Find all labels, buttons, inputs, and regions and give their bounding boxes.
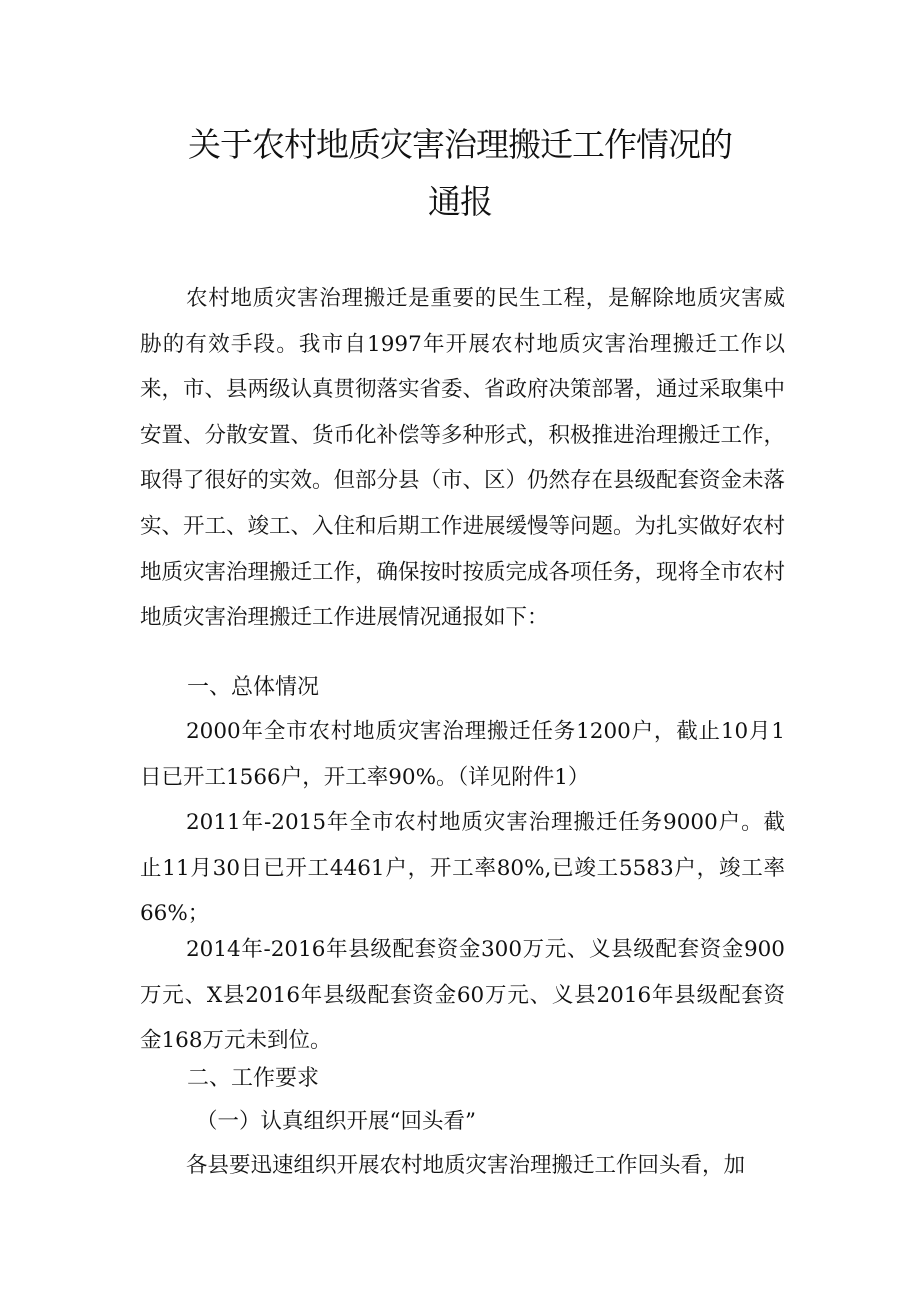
overview-paragraph-2000: 2000年全市农村地质灾害治理搬迁任务1200户，截止10月1日已开工1566户，开工率90%。（详见附件1） xyxy=(140,719,785,790)
intro-paragraph: 农村地质灾害治理搬迁是重要的民生工程，是解除地质灾害威胁的有效手段。我市自1997年开展农村地质灾害治理搬迁工作以来，市、县两级认真贯彻落实省委、省政府决策部署，通过采取集中安置、分散安置、货币化补偿等多种形式，积极推进治理搬迁工作，取得了很好的实效。但部分县（市、区）仍然存在县级配套资金未落实、开工、竣工、入住和后期工作进展缓慢等问题。为扎实做好农村地质灾害治理搬迁工作，确保按时按质完成各项任务，现将全市农村地质灾害治理搬迁工作进展情况通报如下： xyxy=(140,286,786,631)
subsection-heading-review: （一）认真组织开展“回头看” xyxy=(196,1109,476,1134)
section-heading-overview: 一、总体情况 xyxy=(187,675,320,700)
overview-paragraph-2011-2015: 2011年-2015年全市农村地质灾害治理搬迁任务9000户。截止11月30日已开工4461户，开工率80%,已竣工5583户，竣工率66%； xyxy=(140,810,785,927)
overview-paragraph-funding: 2014年-2016年县级配套资金300万元、义县级配套资金900万元、X县2016年县级配套资金60万元、义县2016年县级配套资金168万元未到位。 xyxy=(140,937,785,1054)
requirements-paragraph: 各县要迅速组织开展农村地质灾害治理搬迁工作回头看，加 xyxy=(186,1153,746,1178)
document-title: 关于农村地质灾害治理搬迁工作情况的 xyxy=(188,125,732,164)
document-title-line2: 通报 xyxy=(428,182,492,221)
section-heading-requirements: 二、工作要求 xyxy=(187,1066,320,1091)
